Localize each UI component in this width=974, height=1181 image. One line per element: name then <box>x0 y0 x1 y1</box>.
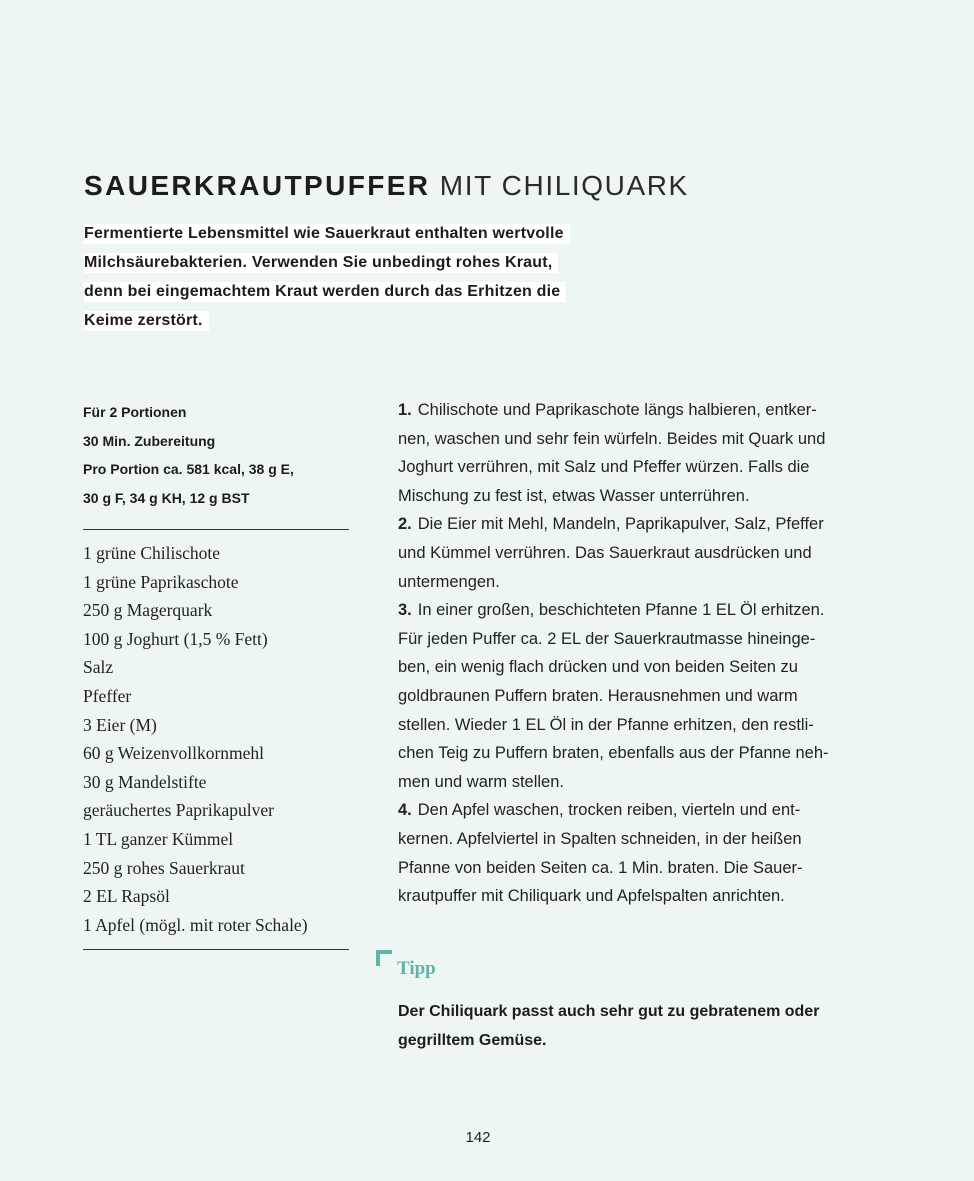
step-4-line: kernen. Apfelviertel in Spalten schneiden, in der heißen <box>398 829 802 848</box>
step-4-line <box>398 796 888 825</box>
tipp-line: Der Chiliquark passt auch sehr gut zu gebratenem oder <box>398 1003 820 1020</box>
tipp-corner-icon <box>376 950 392 966</box>
step-3-text: In einer großen, beschichteten Pfanne 1 EL Öl erhitzen. <box>417 601 825 620</box>
preparation-steps <box>398 396 888 911</box>
step-1-line: Mischung zu fest ist, etwas Wasser unterrühren. <box>398 486 750 505</box>
ingredient-item: Pfeffer <box>83 685 132 706</box>
ingredient-item: 250 g rohes Sauerkraut <box>83 857 245 878</box>
ingredient-item: geräuchertes Paprikapulver <box>83 800 274 821</box>
recipe-title-light: MIT CHILIQUARK <box>439 170 689 201</box>
step-3-line <box>398 596 888 625</box>
ingredient-item: 1 grüne Paprikaschote <box>83 571 239 592</box>
ingredient-list <box>83 539 363 939</box>
tipp-text <box>398 997 888 1055</box>
nutrition-info: 30 g F, 34 g KH, 12 g BST <box>83 489 250 506</box>
step-3-line: goldbraunen Puffern braten. Herausnehmen und warm <box>398 686 798 705</box>
step-3-line: ben, ein wenig flach drücken und von beiden Seiten zu <box>398 658 798 677</box>
step-4-number: 4. <box>398 801 412 820</box>
ingredient-item: 250 g Magerquark <box>83 600 213 621</box>
step-3-line: men und warm stellen. <box>398 772 564 791</box>
step-1-line: Joghurt verrühren, mit Salz und Pfeffer würzen. Falls die <box>398 458 810 477</box>
recipe-title-bold: SAUERKRAUTPUFFER <box>84 170 431 201</box>
ingredients-divider-bottom <box>83 949 349 950</box>
step-3-line: chen Teig zu Puffern braten, ebenfalls aus der Pfanne neh- <box>398 744 829 763</box>
step-4-text: Den Apfel waschen, trocken reiben, vierteln und ent- <box>417 801 801 820</box>
step-4-line: krautpuffer mit Chiliquark und Apfelspalten anrichten. <box>398 887 785 906</box>
recipe-meta <box>83 398 353 512</box>
ingredient-item: 30 g Mandelstifte <box>83 771 207 792</box>
step-1-line: nen, waschen und sehr fein würfeln. Beides mit Quark und <box>398 429 826 448</box>
step-2-text: Die Eier mit Mehl, Mandeln, Paprikapulver, Salz, Pfeffer <box>417 515 824 534</box>
step-1-line <box>398 396 888 425</box>
step-2-line: untermengen. <box>398 572 500 591</box>
tipp-label: Tipp <box>397 958 436 979</box>
ingredient-item: 3 Eier (M) <box>83 714 157 735</box>
intro-line: Milchsäurebakterien. Verwenden Sie unbedingt rohes Kraut, <box>84 253 558 273</box>
ingredient-item: 100 g Joghurt (1,5 % Fett) <box>83 628 268 649</box>
step-2-line <box>398 510 888 539</box>
step-1-text: Chilischote und Paprikaschote längs halbieren, entker- <box>417 401 817 419</box>
tipp-line: gegrilltem Gemüse. <box>398 1032 547 1049</box>
step-3-number: 3. <box>398 601 412 620</box>
page-number: 142 <box>465 1129 491 1146</box>
intro-line: denn bei eingemachtem Kraut werden durch das Erhitzen die <box>84 282 566 302</box>
portions-info: Für 2 Portionen <box>83 404 187 420</box>
ingredient-item: 1 Apfel (mögl. mit roter Schale) <box>83 914 308 935</box>
step-3-line: Für jeden Puffer ca. 2 EL der Sauerkrautmasse hineinge- <box>398 629 816 648</box>
ingredients-divider-top <box>83 529 349 530</box>
step-4-line: Pfanne von beiden Seiten ca. 1 Min. braten. Die Sauer- <box>398 858 803 877</box>
ingredient-item: 1 TL ganzer Kümmel <box>83 828 234 849</box>
step-1-number: 1. <box>398 401 412 419</box>
prep-time-info: 30 Min. Zubereitung <box>83 432 216 449</box>
recipe-intro <box>84 219 624 335</box>
nutrition-info: Pro Portion ca. 581 kcal, 38 g E, <box>83 461 294 477</box>
ingredient-item: 2 EL Rapsöl <box>83 886 170 907</box>
step-3-line: stellen. Wieder 1 EL Öl in der Pfanne erhitzen, den restli- <box>398 715 814 734</box>
ingredient-item: 1 grüne Chilischote <box>83 543 221 563</box>
recipe-title <box>84 166 689 206</box>
step-2-number: 2. <box>398 515 412 534</box>
intro-line: Keime zerstört. <box>84 311 209 331</box>
ingredient-item: Salz <box>83 657 114 678</box>
step-2-line: und Kümmel verrühren. Das Sauerkraut ausdrücken und <box>398 543 812 562</box>
intro-line: Fermentierte Lebensmittel wie Sauerkraut enthalten wertvolle <box>84 224 570 244</box>
ingredient-item: 60 g Weizenvollkornmehl <box>83 743 265 764</box>
